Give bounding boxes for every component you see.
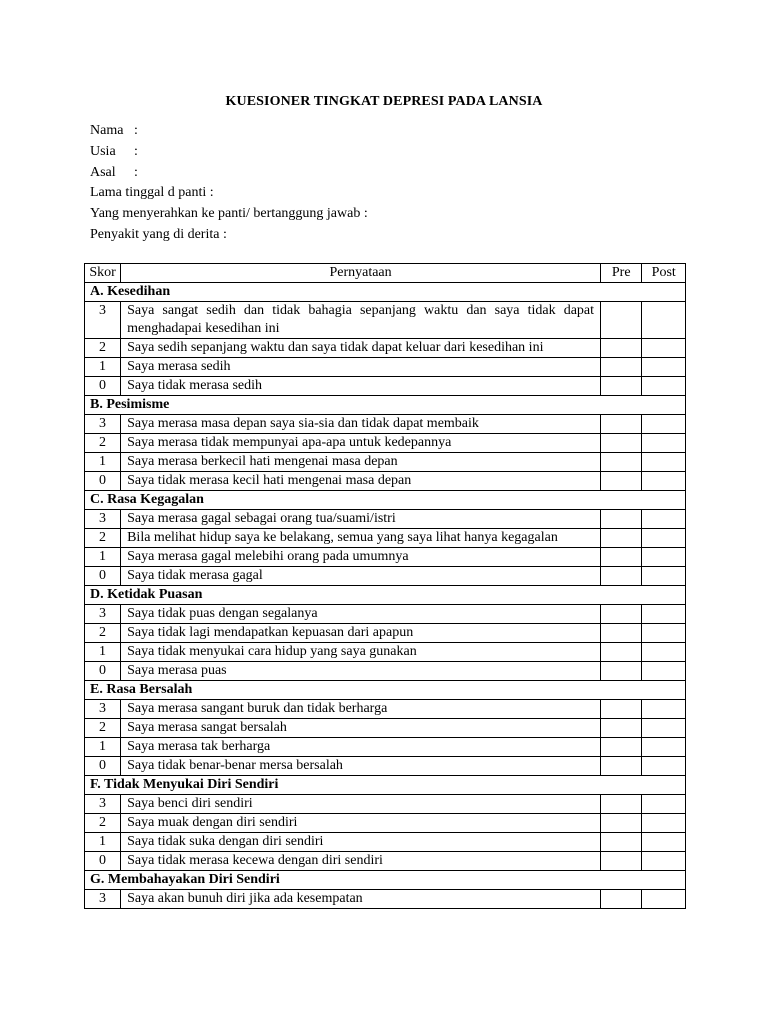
statement-cell: Saya merasa tak berharga [121, 738, 601, 757]
section-title: E. Rasa Bersalah [85, 681, 686, 700]
table-row [85, 358, 686, 377]
identity-separator: : [134, 164, 138, 180]
score-cell: 2 [85, 529, 121, 548]
table-row [85, 472, 686, 491]
table-header-row [85, 264, 686, 283]
table-row [85, 415, 686, 434]
statement-cell: Saya merasa masa depan saya sia-sia dan tidak dapat membaik [121, 415, 601, 434]
identity-value-field[interactable] [138, 139, 258, 155]
pre-answer-cell[interactable] [601, 510, 642, 529]
section-row [85, 396, 686, 415]
post-answer-cell[interactable] [642, 738, 686, 757]
table-row [85, 434, 686, 453]
post-answer-cell[interactable] [642, 662, 686, 681]
section-row [85, 681, 686, 700]
score-cell: 2 [85, 814, 121, 833]
pre-answer-cell[interactable] [601, 472, 642, 491]
pre-answer-cell[interactable] [601, 302, 642, 339]
score-cell: 1 [85, 358, 121, 377]
identity-separator: : [222, 226, 227, 242]
section-row [85, 283, 686, 302]
post-answer-cell[interactable] [642, 833, 686, 852]
statement-cell: Saya sangat sedih dan tidak bahagia sepanjang waktu dan saya tidak dapat menghadapai kesedihan ini [121, 302, 601, 339]
identity-label: Nama [90, 123, 124, 138]
header-pre: Pre [601, 264, 642, 283]
table-row [85, 510, 686, 529]
statement-cell: Saya tidak merasa kecil hati mengenai masa depan [121, 472, 601, 491]
section-title: D. Ketidak Puasan [85, 586, 686, 605]
table-row [85, 548, 686, 567]
header-score: Skor [85, 264, 121, 283]
section-title: A. Kesedihan [85, 283, 686, 302]
pre-answer-cell[interactable] [601, 548, 642, 567]
header-statement: Pernyataan [121, 264, 601, 283]
score-cell: 3 [85, 302, 121, 339]
identity-value-field[interactable] [138, 118, 258, 134]
pre-answer-cell[interactable] [601, 814, 642, 833]
statement-cell: Saya merasa puas [121, 662, 601, 681]
post-answer-cell[interactable] [642, 890, 686, 909]
identity-value-field[interactable] [138, 160, 258, 176]
post-answer-cell[interactable] [642, 302, 686, 339]
pre-answer-cell[interactable] [601, 852, 642, 871]
post-answer-cell[interactable] [642, 529, 686, 548]
identity-separator: : [363, 206, 368, 222]
pre-answer-cell[interactable] [601, 643, 642, 662]
statement-cell: Saya sedih sepanjang waktu dan saya tidak dapat keluar dari kesedihan ini [121, 339, 601, 358]
identity-line [90, 180, 690, 201]
statement-cell: Saya tidak merasa sedih [121, 377, 601, 396]
score-cell: 3 [85, 700, 121, 719]
identity-value-field[interactable] [227, 222, 347, 238]
post-answer-cell[interactable] [642, 567, 686, 586]
table-row [85, 377, 686, 396]
identity-label: Lama tinggal d panti [90, 185, 207, 201]
identity-line [90, 201, 690, 222]
post-answer-cell[interactable] [642, 814, 686, 833]
score-cell: 2 [85, 434, 121, 453]
statement-cell: Saya benci diri sendiri [121, 795, 601, 814]
score-cell: 3 [85, 510, 121, 529]
section-row [85, 586, 686, 605]
document-title: KUESIONER TINGKAT DEPRESI PADA LANSIA [225, 94, 543, 109]
table-row [85, 643, 686, 662]
score-cell: 3 [85, 415, 121, 434]
statement-cell: Saya tidak lagi mendapatkan kepuasan dari apapun [121, 624, 601, 643]
identity-line [90, 118, 690, 139]
post-answer-cell[interactable] [642, 377, 686, 396]
statement-cell: Saya tidak menyukai cara hidup yang saya gunakan [121, 643, 601, 662]
table-body [85, 283, 686, 909]
identity-label: Asal [90, 164, 116, 180]
pre-answer-cell[interactable] [601, 738, 642, 757]
post-answer-cell[interactable] [642, 548, 686, 567]
table-row [85, 339, 686, 358]
statement-cell: Saya tidak puas dengan segalanya [121, 605, 601, 624]
post-answer-cell[interactable] [642, 700, 686, 719]
identity-separator: : [134, 143, 138, 159]
table-row [85, 814, 686, 833]
pre-answer-cell[interactable] [601, 453, 642, 472]
pre-answer-cell[interactable] [601, 567, 642, 586]
statement-cell: Bila melihat hidup saya ke belakang, semua yang saya lihat hanya kegagalan [121, 529, 601, 548]
score-cell: 3 [85, 795, 121, 814]
score-cell: 3 [85, 890, 121, 909]
table-row [85, 453, 686, 472]
pre-answer-cell[interactable] [601, 415, 642, 434]
score-cell: 1 [85, 548, 121, 567]
identity-value-field[interactable] [214, 180, 334, 196]
statement-cell: Saya merasa sangat bersalah [121, 719, 601, 738]
table-row [85, 567, 686, 586]
questionnaire-table [84, 263, 686, 909]
statement-cell: Saya merasa sedih [121, 358, 601, 377]
statement-cell: Saya tidak merasa gagal [121, 567, 601, 586]
table-row [85, 757, 686, 776]
section-title: B. Pesimisme [85, 396, 686, 415]
post-answer-cell[interactable] [642, 605, 686, 624]
pre-answer-cell[interactable] [601, 719, 642, 738]
score-cell: 0 [85, 377, 121, 396]
pre-answer-cell[interactable] [601, 434, 642, 453]
pre-answer-cell[interactable] [601, 833, 642, 852]
post-answer-cell[interactable] [642, 643, 686, 662]
statement-cell: Saya merasa sangant buruk dan tidak berharga [121, 700, 601, 719]
identity-separator: : [134, 123, 138, 138]
post-answer-cell[interactable] [642, 415, 686, 434]
pre-answer-cell[interactable] [601, 795, 642, 814]
score-cell: 1 [85, 833, 121, 852]
pre-answer-cell[interactable] [601, 358, 642, 377]
statement-cell: Saya merasa berkecil hati mengenai masa depan [121, 453, 601, 472]
pre-answer-cell[interactable] [601, 890, 642, 909]
section-title: C. Rasa Kegagalan [85, 491, 686, 510]
post-answer-cell[interactable] [642, 795, 686, 814]
score-cell: 3 [85, 605, 121, 624]
identity-label: Usia [90, 143, 116, 159]
table-row [85, 700, 686, 719]
statement-cell: Saya akan bunuh diri jika ada kesempatan [121, 890, 601, 909]
score-cell: 0 [85, 472, 121, 491]
statement-cell: Saya merasa gagal sebagai orang tua/suami/istri [121, 510, 601, 529]
post-answer-cell[interactable] [642, 453, 686, 472]
pre-answer-cell[interactable] [601, 662, 642, 681]
post-answer-cell[interactable] [642, 624, 686, 643]
score-cell: 2 [85, 339, 121, 358]
post-answer-cell[interactable] [642, 852, 686, 871]
post-answer-cell[interactable] [642, 434, 686, 453]
table-row [85, 529, 686, 548]
table-row [85, 852, 686, 871]
pre-answer-cell[interactable] [601, 529, 642, 548]
statement-cell: Saya tidak merasa kecewa dengan diri sendiri [121, 852, 601, 871]
table-row [85, 624, 686, 643]
post-answer-cell[interactable] [642, 757, 686, 776]
table-row [85, 662, 686, 681]
score-cell: 0 [85, 757, 121, 776]
score-cell: 0 [85, 567, 121, 586]
identity-label: Penyakit yang di derita [90, 226, 220, 242]
section-title: G. Membahayakan Diri Sendiri [85, 871, 686, 890]
section-title: F. Tidak Menyukai Diri Sendiri [85, 776, 686, 795]
statement-cell: Saya tidak benar-benar mersa bersalah [121, 757, 601, 776]
table-row [85, 605, 686, 624]
identity-line [90, 222, 690, 243]
post-answer-cell[interactable] [642, 339, 686, 358]
identity-value-field[interactable] [368, 201, 488, 217]
score-cell: 0 [85, 852, 121, 871]
post-answer-cell[interactable] [642, 719, 686, 738]
identity-line [90, 160, 690, 181]
pre-answer-cell[interactable] [601, 757, 642, 776]
pre-answer-cell[interactable] [601, 700, 642, 719]
score-cell: 0 [85, 662, 121, 681]
table-row [85, 302, 686, 339]
statement-cell: Saya merasa tidak mempunyai apa-apa untuk kedepannya [121, 434, 601, 453]
header-post: Post [642, 264, 686, 283]
score-cell: 2 [85, 624, 121, 643]
pre-answer-cell[interactable] [601, 377, 642, 396]
pre-answer-cell[interactable] [601, 339, 642, 358]
section-row [85, 871, 686, 890]
statement-cell: Saya tidak suka dengan diri sendiri [121, 833, 601, 852]
post-answer-cell[interactable] [642, 510, 686, 529]
identity-fields [90, 118, 690, 243]
post-answer-cell[interactable] [642, 358, 686, 377]
pre-answer-cell[interactable] [601, 624, 642, 643]
identity-separator: : [209, 185, 214, 201]
pre-answer-cell[interactable] [601, 605, 642, 624]
identity-label: Yang menyerahkan ke panti/ bertanggung jawab [90, 206, 361, 222]
score-cell: 1 [85, 453, 121, 472]
table-row [85, 795, 686, 814]
table-row [85, 890, 686, 909]
score-cell: 2 [85, 719, 121, 738]
section-row [85, 776, 686, 795]
table-row [85, 719, 686, 738]
score-cell: 1 [85, 738, 121, 757]
post-answer-cell[interactable] [642, 472, 686, 491]
section-row [85, 491, 686, 510]
identity-line [90, 139, 690, 160]
statement-cell: Saya muak dengan diri sendiri [121, 814, 601, 833]
score-cell: 1 [85, 643, 121, 662]
table-row [85, 833, 686, 852]
statement-cell: Saya merasa gagal melebihi orang pada umumnya [121, 548, 601, 567]
table-row [85, 738, 686, 757]
